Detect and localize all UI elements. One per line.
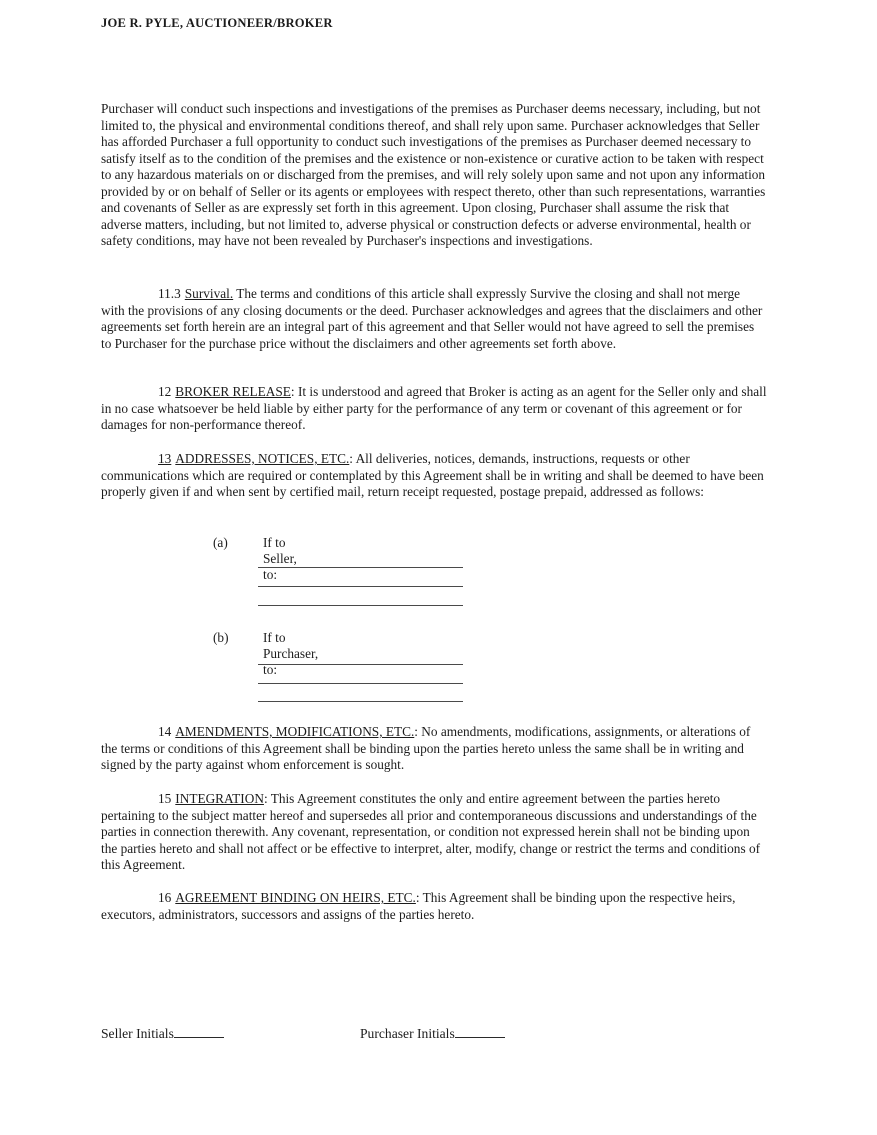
seller-initials-label: Seller Initials xyxy=(101,1026,174,1041)
seller-initials xyxy=(101,1026,224,1042)
document-header: JOE R. PYLE, AUCTIONEER/BROKER xyxy=(101,16,333,30)
section-body: : This Agreement shall be binding upon the respective heirs, executors, administrators, successors and assigns of the parties hereto. xyxy=(101,890,736,922)
address-text-a: If to Seller, to: xyxy=(263,535,297,582)
blank-line xyxy=(258,605,463,606)
section-body: : All deliveries, notices, demands, instructions, requests or other communications which are required or contemplated by this Agreement shall be in writing and shall be deemed to have been properly given if and when sent by certified mail, return receipt requested, postage prepaid, addressed as follows: xyxy=(101,451,764,499)
seller-initials-line xyxy=(174,1036,224,1038)
address-text-b: If to Purchaser, to: xyxy=(263,630,319,677)
section-title: Survival. xyxy=(184,286,234,301)
section-number: 14 xyxy=(158,724,172,739)
section-body: : This Agreement constitutes the only and entire agreement between the parties hereto pertaining to the subject matter hereof and supersedes all prior and contemporaneous discussions and understandings of the parties in connection therewith. Any covenant, representation, or condition not expressed herein shall not be binding upon the parties hereto and shall not affect or be effective to interpret, alter, modify, change or restrict the terms and conditions of this Agreement. xyxy=(101,791,761,872)
section-number: 16 xyxy=(158,890,172,905)
section-body: : It is understood and agreed that Broker is acting as an agent for the Seller only and shall in no case whatsoever be held liable by either party for the performance of any term or covenant of this agreement or for damages for non-performance thereof. xyxy=(101,384,767,432)
section-title: BROKER RELEASE xyxy=(175,384,291,399)
section-body: : No amendments, modifications, assignments, or alterations of the terms or conditions of this Agreement shall be binding upon the parties hereto unless the same shall be in writing and signed by the party against whom enforcement is sought. xyxy=(101,724,751,772)
section-paragraph-11-3 xyxy=(101,286,767,352)
section-title: INTEGRATION xyxy=(175,791,264,806)
section-number: 11.3 xyxy=(158,286,181,301)
section-paragraph-13 xyxy=(101,451,767,501)
purchaser-initials-label: Purchaser Initials xyxy=(360,1026,455,1041)
purchaser-initials-line xyxy=(455,1036,505,1038)
section-paragraph-16 xyxy=(101,890,767,923)
section-paragraph-15 xyxy=(101,791,767,874)
address-label-a: (a) xyxy=(213,535,228,550)
section-number: 15 xyxy=(158,791,172,806)
blank-line xyxy=(258,567,463,568)
section-paragraph-14 xyxy=(101,724,767,774)
address-label-b: (b) xyxy=(213,630,229,645)
blank-line xyxy=(258,664,463,665)
intro-paragraph xyxy=(101,101,767,250)
blank-line xyxy=(258,683,463,684)
blank-line xyxy=(258,701,463,702)
section-number: 13 xyxy=(158,451,172,466)
purchaser-initials xyxy=(360,1026,505,1042)
section-body: The terms and conditions of this article shall expressly Survive the closing and shall not merge with the provisions of any closing documents or the deed. Purchaser acknowledges and agrees that the disclaimers and other agreements set forth herein are an integral part of this agreement and that Seller would not have agreed to sell the premises to Purchaser for the purchase price without the disclaimers and other agreements set forth above. xyxy=(101,286,763,351)
section-paragraph-12 xyxy=(101,384,767,434)
section-title: AMENDMENTS, MODIFICATIONS, ETC. xyxy=(175,724,415,739)
section-number: 12 xyxy=(158,384,172,399)
section-title: ADDRESSES, NOTICES, ETC. xyxy=(175,451,350,466)
blank-line xyxy=(258,586,463,587)
intro-text: Purchaser will conduct such inspections and investigations of the premises as Purchaser deems necessary, including, but not limited to, the physical and environmental conditions thereof, and shall rely upon same. Purchaser acknowledges that Seller has afforded Purchaser a full opportunity to conduct such investigations of the premises as Purchaser deemed necessary to satisfy itself as to the condition of the premises and the existence or non-existence or curative action to be taken with respect to any hazardous materials on or discharged from the premises, and will rely solely upon same and not upon any information provided by or on behalf of Seller or its agents or employees with respect thereto, other than such representations, warranties and covenants of Seller as are expressly set forth in this agreement. Upon closing, Purchaser shall assume the risk that adverse matters, including, but not limited to, adverse physical or construction defects or adverse environmental, health or safety conditions, may have not been revealed by Purchaser's inspections and investigations. xyxy=(101,101,766,248)
section-title: AGREEMENT BINDING ON HEIRS, ETC. xyxy=(175,890,416,905)
